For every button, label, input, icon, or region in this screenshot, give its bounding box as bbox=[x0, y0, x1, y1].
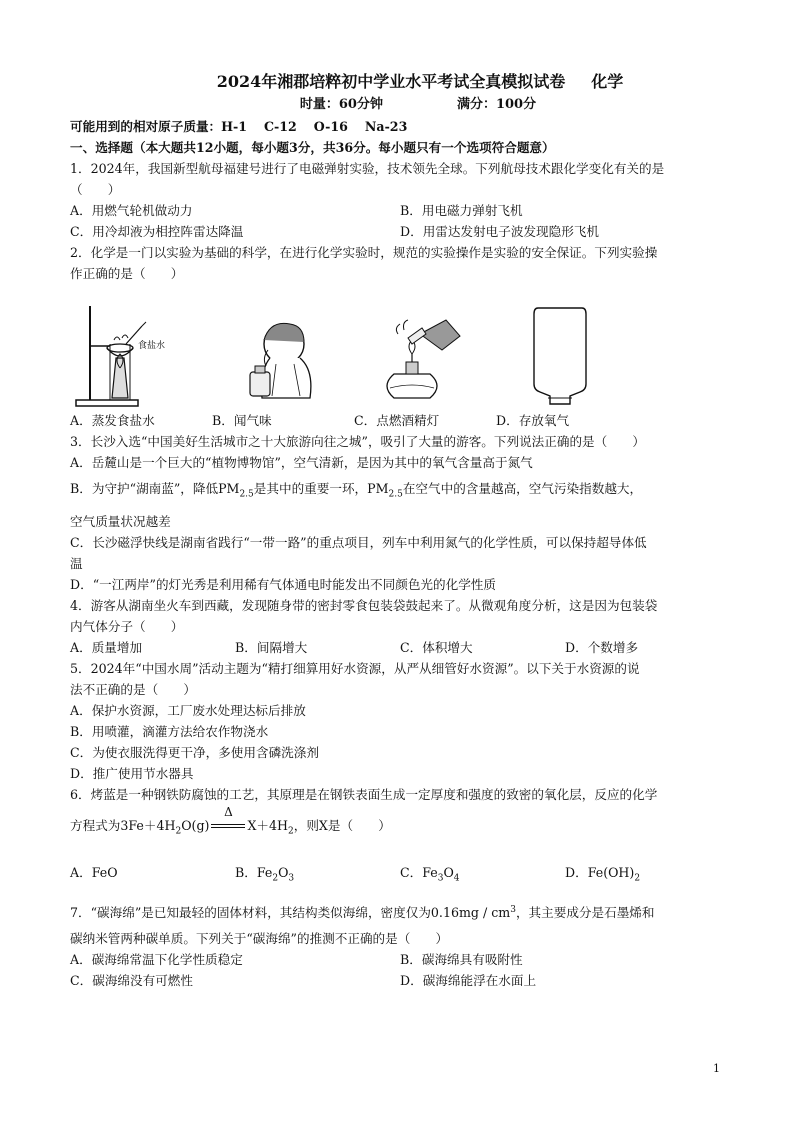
q6-option-b: B．$Fe_2O_3$ bbox=[235, 865, 295, 884]
q6-stem: 6．烤蓝是一种钢铁防腐蚀的工艺，其原理是在钢铁表面生成一定厚度和强度的致密的氧化层，反应的化学 bbox=[70, 786, 658, 802]
q7-stem: 7．“碳海绵”是已知最轻的固体材料，其结构类似海绵，密度仅为$0.16mg / cm^3$，其主要成分是石墨烯和 bbox=[70, 904, 655, 920]
q5-stem-cont: 法不正确的是（ ） bbox=[70, 681, 196, 697]
page-number: 1 bbox=[713, 1062, 720, 1075]
q1-option-a: A．用燃气轮机做动力 bbox=[70, 203, 193, 218]
title-text: 2024年湘郡培粹初中学业水平考试全真模拟试卷 bbox=[216, 72, 566, 91]
q3-stem: 3．长沙入选“中国美好生活城市之十大旅游向往之城”，吸引了大量的游客。下列说法正确的是（ ） bbox=[70, 434, 646, 449]
question-6 bbox=[70, 784, 730, 890]
q5-stem: 5．2024年“中国水周”活动主题为“精打细算用好水资源，从严从细管好水资源”。以下关于水资源的说 bbox=[70, 660, 640, 676]
q3-option-b-cont: 空气质量状况越差 bbox=[70, 513, 171, 529]
q1-option-d: D．用雷达发射电子波发现隐形飞机 bbox=[400, 224, 600, 239]
q6-option-a: A．FeO bbox=[70, 865, 118, 881]
time-limit: 时量：60分钟 bbox=[299, 97, 383, 112]
q2-option-d: D．存放氧气 bbox=[496, 413, 570, 428]
q4-stem-cont: 内气体分子（ ） bbox=[70, 618, 184, 634]
q7-option-c: C．碳海绵没有可燃性 bbox=[70, 972, 193, 988]
question-1 bbox=[70, 158, 730, 242]
q4-option-a: A．质量增加 bbox=[70, 639, 143, 655]
q1-stem-cont: （ ） bbox=[70, 182, 121, 197]
q1-option-c: C．用冷却液为相控阵雷达降温 bbox=[70, 224, 244, 239]
q5-option-c: C．为使衣服洗得更干净，多使用含磷洗涤剂 bbox=[70, 744, 319, 760]
question-4 bbox=[70, 595, 730, 658]
q3-option-a: A．岳麓山是一个巨大的“植物博物馆”，空气清新，是因为其中的氧气含量高于氮气 bbox=[70, 455, 533, 470]
exam-page bbox=[70, 70, 730, 991]
q4-option-b: B．间隔增大 bbox=[235, 639, 308, 655]
q5-option-a: A．保护水资源，工厂废水处理达标后排放 bbox=[70, 702, 306, 718]
q7-option-b: B．碳海绵具有吸附性 bbox=[400, 951, 523, 967]
section-heading: 一、选择题（本大题共12小题，每小题3分，共36分。每小题只有一个选项符合题意） bbox=[70, 140, 555, 155]
evaporating-apparatus-figure bbox=[70, 300, 210, 410]
smelling-gas-figure bbox=[210, 300, 350, 410]
q3-option-c-cont: 温 bbox=[70, 555, 83, 571]
exam-meta bbox=[106, 94, 730, 116]
q7-option-d: D．碳海绵能浮在水面上 bbox=[400, 972, 537, 988]
q2-figures bbox=[70, 292, 730, 410]
q2-stem-cont: 作正确的是（ ） bbox=[70, 266, 184, 281]
q7-stem-cont: 碳纳米管两种碳单质。下列关于“碳海绵”的推测不正确的是（ ） bbox=[70, 930, 449, 946]
q2-option-b: B．闻气味 bbox=[212, 413, 272, 428]
q2-option-c: C．点燃酒精灯 bbox=[354, 413, 440, 428]
heat-condition: Δ bbox=[209, 815, 247, 836]
q2-option-a: A．蒸发食盐水 bbox=[70, 413, 155, 428]
salt-water-label: 食盐水 bbox=[138, 340, 166, 350]
question-2 bbox=[70, 242, 730, 431]
q1-stem: 1．2024年，我国新型航母福建号进行了电磁弹射实验，技术领先全球。下列航母技术跟化学变化有关的是 bbox=[70, 161, 665, 176]
q3-option-c: C．长沙磁浮快线是湖南省践行“一带一路”的重点项目，列车中利用氮气的化学性质，可以保持超导体低 bbox=[70, 534, 647, 550]
question-5 bbox=[70, 658, 730, 784]
q7-option-a: A．碳海绵常温下化学性质稳定 bbox=[70, 951, 243, 967]
q4-option-d: D．个数增多 bbox=[565, 639, 639, 655]
alcohol-lamp-figure bbox=[350, 300, 490, 410]
q3-option-d: D．“一江两岸”的灯光秀是利用稀有气体通电时能发出不同颜色光的化学性质 bbox=[70, 576, 496, 592]
question-3 bbox=[70, 431, 730, 595]
atomic-masses: 可能用到的相对原子质量：H-1 C-12 O-16 Na-23 bbox=[70, 119, 408, 134]
q4-option-c: C．体积增大 bbox=[400, 639, 473, 655]
q3-option-b: B．为守护“湖南蓝”，降低$PM_{2.5}$是其中的重要一环，$PM_{2.5}$在空气中的含量越高，空气污染指数越大， bbox=[70, 481, 643, 500]
q1-option-b: B．用电磁力弹射飞机 bbox=[400, 203, 523, 218]
q5-option-b: B．用喷灌，滴灌方法给农作物浇水 bbox=[70, 723, 269, 739]
q5-option-d: D．推广使用节水器具 bbox=[70, 765, 194, 781]
q6-option-c: C．$Fe_3O_4$ bbox=[400, 865, 460, 884]
q6-equation-line: 方程式为$3Fe+4H_2O(g)$ Δ $X+4H_2$，则X是（ ） bbox=[70, 804, 391, 837]
question-7 bbox=[70, 900, 730, 991]
q6-option-d: D．$Fe(OH)_2$ bbox=[565, 865, 641, 884]
subject-text: 化学 bbox=[591, 72, 624, 91]
full-score: 满分：100分 bbox=[456, 97, 537, 112]
q4-stem: 4．游客从湖南坐火车到西藏，发现随身带的密封零食包装袋鼓起来了。从微观角度分析，这是因为包装袋 bbox=[70, 597, 658, 613]
exam-title bbox=[110, 70, 730, 94]
gas-bottle-figure bbox=[490, 300, 630, 410]
q2-stem: 2．化学是一门以实验为基础的科学，在进行化学实验时，规范的实验操作是实验的安全保证。下列实验操 bbox=[70, 245, 658, 260]
